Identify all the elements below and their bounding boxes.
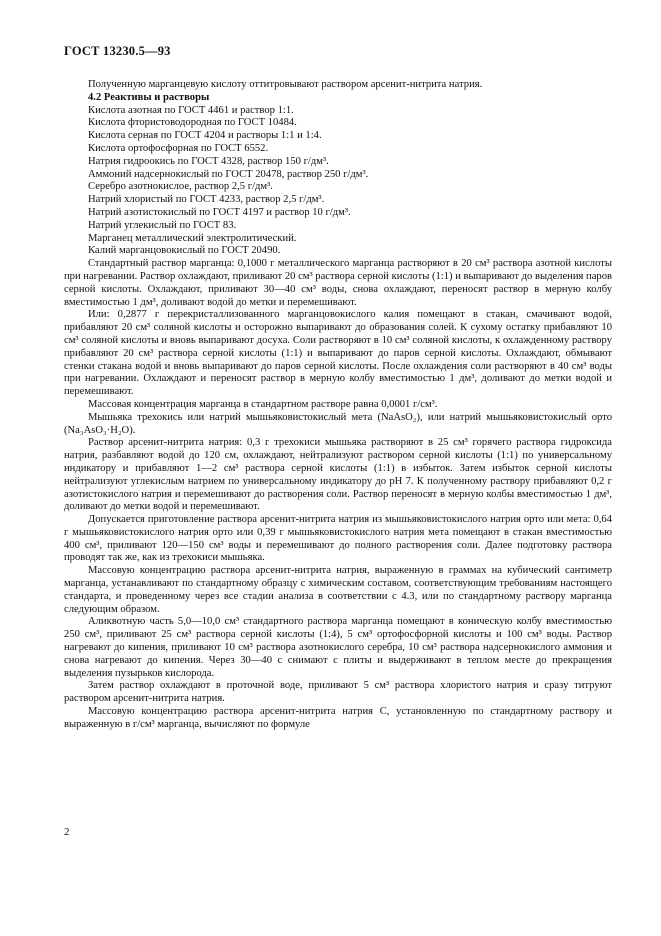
- paragraph: Или: 0,2877 г перекристаллизованного марганцовокислого калия помещают в стакан, смачивают водой, прибавляют 20 см³ соляной кислоты и осторожно выпаривают до образования солей. К сухому остатку прибавляют 10 см³ соляной кислоты и вновь выпаривают досуха. Соли растворяют в 10 см³ соляной кислоты, к охлажденному раствору прибавляют 20 см³ раствора серной кислоты (1:1) и выпаривают до паров серной кислоты. Охлаждают, обмывают стенки стакана водой и вновь выпаривают до паров серной кислоты. После охлаждения соли растворяют в 40 см³ воды при нагревании. Охлаждают и переносят раствор в мерную колбу вместимостью 1 дм³, доливают до метки водой и перемешивают.: [64, 309, 612, 398]
- paragraph: Массовую концентрацию раствора арсенит-нитрита натрия C, установленную по стандартному раствору и выраженную в г/см³ марганца, вычисляют по формуле: [64, 706, 612, 730]
- reagent-item: Кислота ортофосфорная по ГОСТ 6552.: [88, 142, 269, 154]
- section-heading: 4.2 Реактивы и растворы: [88, 91, 210, 103]
- paragraph: Массовую концентрацию раствора арсенит-нитрита натрия, выраженную в граммах на кубический сантиметр марганца, устанавливают по стандартному образцу с химическим составом, соответствующим требованиям настоящего стандарта, и проведенному через все стадии анализа в соответствии с 4.3, или по стандартному раствору марганца следующим образом.: [64, 565, 612, 615]
- reagent-item: Натрий хлористый по ГОСТ 4233, раствор 2,5 г/дм³.: [88, 194, 325, 206]
- paragraph: Массовая концентрация марганца в стандартном растворе равна 0,0001 г/см³.: [88, 398, 438, 410]
- paragraph: Раствор арсенит-нитрита натрия: 0,3 г трехокиси мышьяка растворяют в 25 см³ горячего раствора гидроксида натрия, разбавляют водой до 120 см, охлаждают, нейтрализуют раствором серной кислоты (1:1) по универсальному индикатору и прибавляют 1—2 см³ раствора серной кислоты (1:1) в избыток. Затем избыток серной кислоты нейтрализуют углекислым натрием по универсальному индикатору до рН 7. К полученному раствору прибавляют 0,2 г азотистокислого натрия и перемешивают до растворения соли. Раствор переносят в мерную колбы вместимостью 1 дм³, доливают до метки водой и перемешивают.: [64, 437, 612, 513]
- reagent-item: Калий марганцовокислый по ГОСТ 20490.: [88, 245, 281, 257]
- paragraph: Мышьяка трехокись или натрий мышьяковистокислый мета (NaAsO₂), или натрий мышьяковистокислый орто (Na₃AsO₃·H₂O).: [64, 411, 612, 436]
- paragraph: Аликвотную часть 5,0—10,0 см³ стандартного раствора марганца помещают в коническую колбу вместимостью 250 см³, приливают 25 см³ раствора серной кислоты (1:4), 5 см³ ортофосфорной кислоты и 100 см³ воды. Раствор нагревают до кипения, приливают 10 см³ раствора азотнокислого серебра, 10 см³ раствора надсернокислого аммония и снова нагревают до кипения. Через 30—40 с снимают с плиты и выдерживают в теплом месте до прекращения выделения пузырьков кислорода.: [64, 616, 612, 679]
- page-number: 2: [64, 826, 70, 838]
- reagent-item: Кислота серная по ГОСТ 4204 и растворы 1:1 и 1:4.: [88, 130, 322, 142]
- paragraph: Полученную марганцевую кислоту оттитровывают раствором арсенит-нитрита натрия.: [88, 79, 483, 90]
- paragraph: Допускается приготовление раствора арсенит-нитрита натрия из мышьяковистокислого натрия орто или мета: 0,64 г мышьяковистокислого натрия орто или 0,39 г мышьяковистокислого натрия мета помещают в стакан вместимостью 400 см³, приливают 120—150 см³ воды и перемешивают до полного растворения соли. Далее подготовку раствора проводят так же, как из трехокиси мышьяка.: [64, 514, 612, 564]
- reagent-item: Кислота фтористоводородная по ГОСТ 10484.: [88, 117, 297, 129]
- reagent-item: Кислота азотная по ГОСТ 4461 и раствор 1:1.: [88, 104, 294, 116]
- document-body: [64, 79, 612, 732]
- reagent-item: Серебро азотнокислое, раствор 2,5 г/дм³.: [88, 181, 273, 193]
- reagent-item: Натрий азотистокислый по ГОСТ 4197 и раствор 10 г/дм³.: [88, 206, 351, 218]
- reagent-item: Марганец металлический электролитический.: [88, 232, 297, 244]
- document-header: ГОСТ 13230.5—93: [64, 44, 171, 58]
- paragraph: Стандартный раствор марганца: 0,1000 г металлического марганца растворяют в 20 см³ раствора азотной кислоты при нагревании. Раствор охлаждают, приливают 20 см³ раствора серной кислоты (1:1) и выпаривают до выделения паров серной кислоты. Охлаждают, приливают 30—40 см³ воды, снова охлаждают, переносят раствор в мерную колбу вместимостью 1 дм³, доливают водой до метки и перемешивают.: [64, 258, 612, 308]
- reagent-item: Аммоний надсернокислый по ГОСТ 20478, раствор 250 г/дм³.: [88, 168, 369, 180]
- reagent-item: Натрия гидроокись по ГОСТ 4328, раствор 150 г/дм³.: [88, 155, 329, 167]
- reagent-item: Натрий углекислый по ГОСТ 83.: [88, 219, 237, 231]
- paragraph: Затем раствор охлаждают в проточной воде, приливают 5 см³ раствора хлористого натрия и сразу титруют раствором арсенит-нитрита натрия.: [64, 680, 612, 705]
